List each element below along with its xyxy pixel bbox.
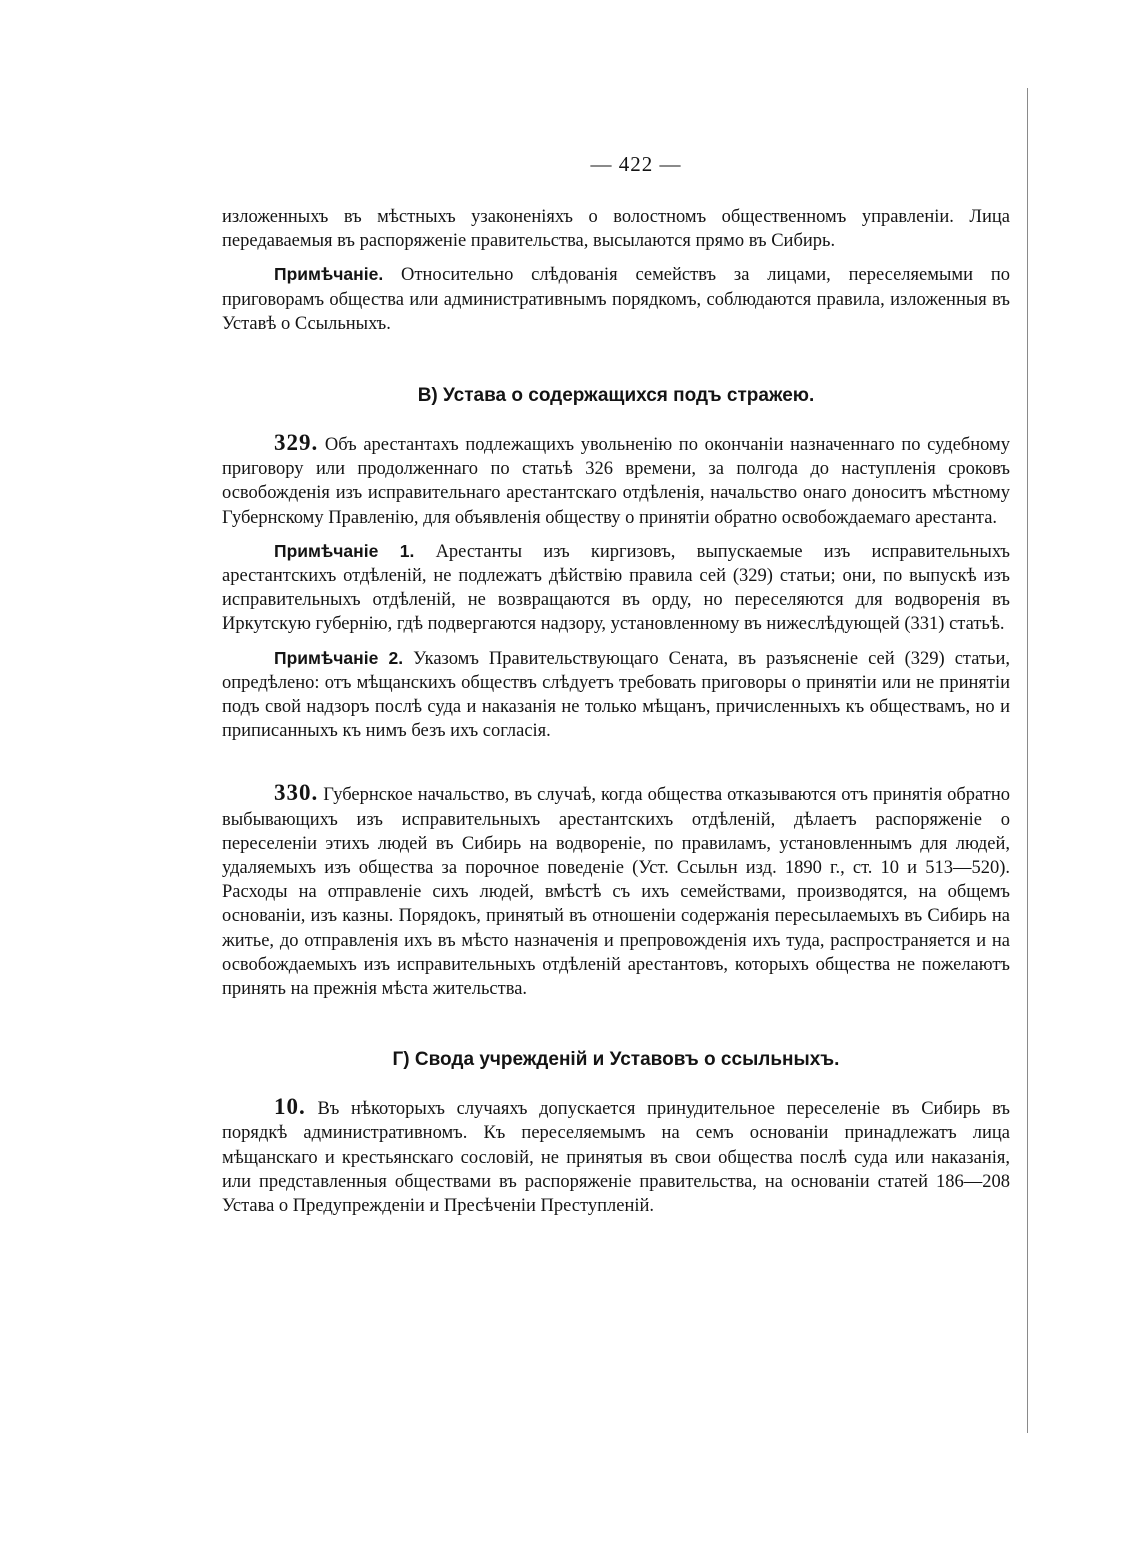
article-330-number: 330.	[274, 780, 319, 806]
note-intro-paragraph	[222, 262, 1010, 336]
article-330	[222, 781, 1010, 1001]
article-10-number: 10.	[274, 1094, 306, 1120]
article-329-note-2-label: Примѣчаніе 2.	[274, 647, 404, 668]
section-g-heading: Г) Свода учрежденій и Уставовъ о ссыльныхъ.	[392, 1049, 840, 1071]
article-10-text: Въ нѣкоторыхъ случаяхъ допускается принудительное переселеніе въ Сибирь въ порядкѣ административномъ. Къ переселяемымъ на семъ основаніи принадлежатъ лица мѣщанскаго и крестьянскаго сословій, не принятыя въ свои общества послѣ суда или наказанія, или представленныя обществами въ распоряженіе правительства, на основаніи статей 186—208 Устава о Предупрежденіи и Пресѣченіи Преступленій.	[222, 1099, 1010, 1217]
article-329	[222, 431, 1010, 530]
article-329-note-2-text: Указомъ Правительствующаго Сената, въ разъясненіе сей (329) статьи, опредѣлено: отъ мѣщанскихъ обществъ слѣдуетъ требовать приговоры о принятіи или не принятіи подъ свой надзоръ послѣ суда и наказанія не только мѣщанъ, причисленныхъ къ обществамъ, но и приписанныхъ къ нимъ безъ ихъ согласія.	[222, 648, 1010, 742]
note-intro-label: Примѣчаніе.	[274, 264, 384, 285]
article-330-text: Губернское начальство, въ случаѣ, когда общества отказываются отъ принятія обратно выбывающихъ изъ исправительныхъ арестантскихъ отдѣленій, дѣлаетъ распоряженіе о переселеніи этихъ людей въ Сибирь на водвореніе, по правиламъ, установленнымъ для людей, удаляемыхъ изъ общества за порочное поведеніе (Уст. Ссыльн изд. 1890 г., ст. 10 и 513—520). Расходы на отправленіе сихъ людей, вмѣстѣ съ ихъ семействами, производятся, на общемъ основаніи, изъ казны. Порядокъ, принятый въ отношеніи содержанія пересылаемыхъ въ Сибирь на житье, до отправленія ихъ въ мѣсто назначенія и препровожденія ихъ туда, распространяется и на освобождаемыхъ изъ исправительныхъ отдѣленій арестантовъ, которыхъ общества не пожелаютъ принять на прежнія мѣста жительства.	[222, 785, 1010, 1000]
article-329-note-1-text: Арестанты изъ киргизовъ, выпускаемые изъ исправительныхъ арестантскихъ отдѣленій, не подлежатъ дѣйствію правила сей (329) статьи; они, по выпускѣ изъ исправительныхъ отдѣленій, не возвращаются въ орду, но переселяются для водворенія въ Иркутскую губернію, гдѣ подвергаются надзору, установленному въ нижеслѣдующей (331) статьѣ.	[222, 541, 1010, 635]
article-329-note-1-label: Примѣчаніе 1.	[274, 540, 415, 561]
page-edge-line	[1027, 88, 1028, 1433]
article-329-number: 329.	[274, 430, 319, 456]
document-page	[222, 152, 1010, 1227]
article-10	[222, 1095, 1010, 1218]
article-329-text: Объ арестантахъ подлежащихъ увольненію по окончаніи назначеннаго по судебному приговору или продолженнаго по статьѣ 326 времени, за полгода до наступленія сроковъ освобожденія изъ исправительнаго арестантскаго отдѣленія, начальство онаго доноситъ мѣстному Губернскому Правленію, для объявленія обществу о принятіи обратно освобождаемаго арестанта.	[222, 435, 1010, 528]
page-number: — 422 —	[590, 152, 682, 176]
note-intro-text: Относительно слѣдованія семействъ за лицами, переселяемыми по приговорамъ общества или административнымъ порядкомъ, соблюдаются правила, изложенныя въ Уставѣ о Ссыльныхъ.	[222, 265, 1011, 334]
section-b-heading: В) Устава о содержащихся подъ стражею.	[417, 385, 815, 407]
article-329-note-1	[222, 539, 1010, 637]
article-329-note-2	[222, 646, 1010, 744]
intro-paragraph: изложенныхъ въ мѣстныхъ узаконеніяхъ о волостномъ общественномъ управленіи. Лица передаваемыя въ распоряженіе правительства, высылаются прямо въ Сибирь.	[222, 207, 1010, 252]
